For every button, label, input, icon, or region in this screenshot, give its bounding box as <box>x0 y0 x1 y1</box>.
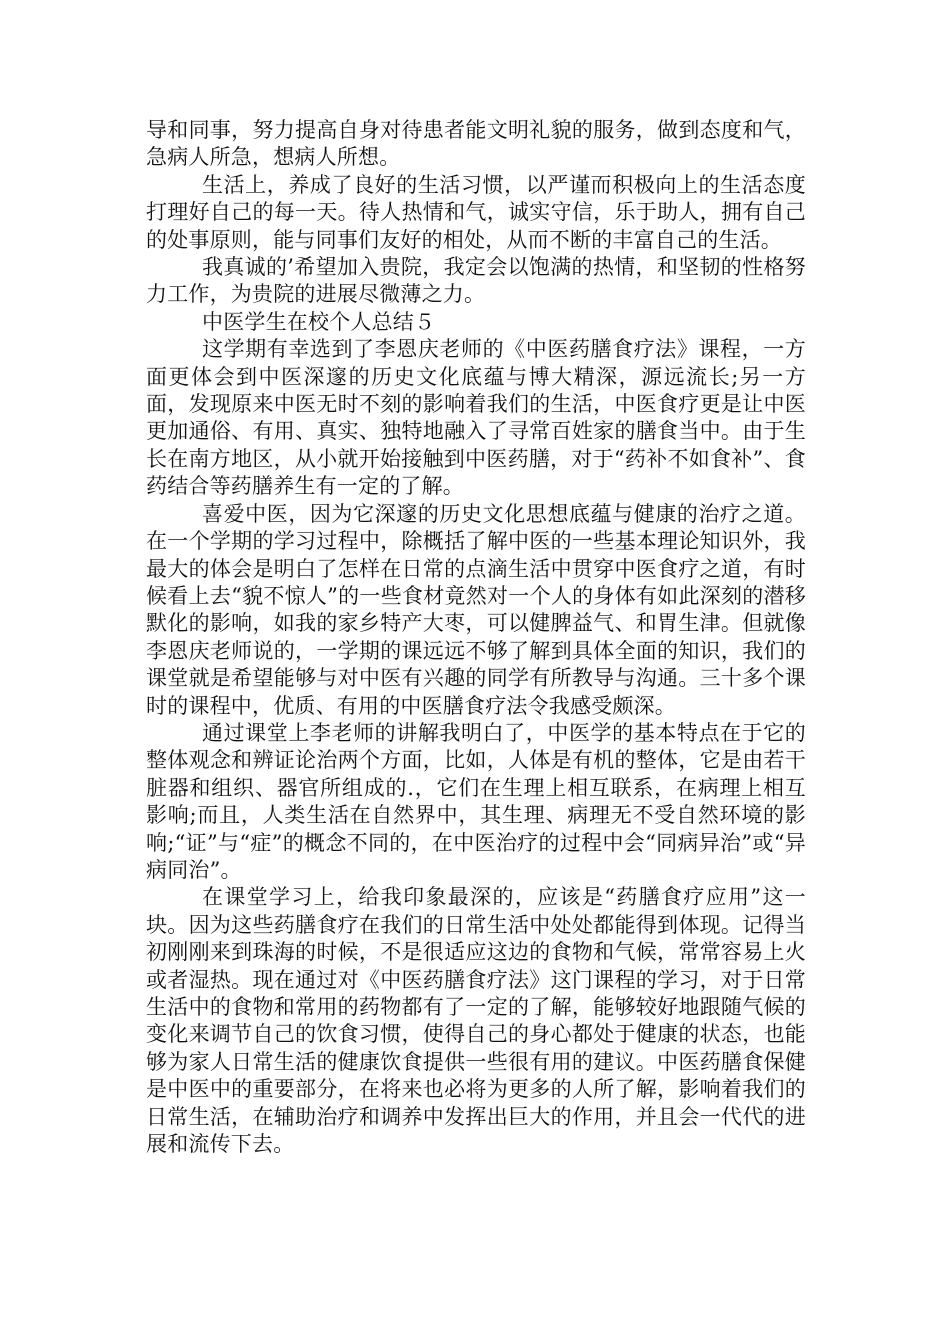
paragraph-course-intro: 这学期有幸选到了李恩庆老师的《中医药膳食疗法》课程，一方面更体会到中医深邃的历史文化底蕴与博大精深，源远流长;另一方面，发现原来中医无时不刻的影响着我们的生活，中医食疗更是让中医更加通俗、有用、真实、独特地融入了寻常百姓家的膳食当中。由于生长在南方地区，从小就开始接触到中医药膳，对于“药补不如食补”、食药结合等药膳养生有一定的了解。 <box>146 337 806 499</box>
paragraph-application-wish: 我真诚的’希望加入贵院，我定会以饱满的热情，和坚韧的性格努力工作，为贵院的进展尽微薄之力。 <box>146 255 806 307</box>
paragraph-life: 生活上，养成了良好的生活习惯，以严谨而积极向上的生活态度打理好自己的每一天。待人热情和气，诚实守信，乐于助人，拥有自己的处事原则，能与同事们友好的相处，从而不断的丰富自己的生活。 <box>146 172 806 252</box>
paragraph-love-tcm: 喜爱中医，因为它深邃的历史文化思想底蕴与健康的治疗之道。在一个学期的学习过程中，除概括了解中医的一些基本理论知识外，我最大的体会是明白了怎样在日常的点滴生活中贯穿中医食疗之道，有时候看上去“貌不惊人”的一些食材竟然对一个人的身体有如此深刻的潜移默化的影响，如我的家乡特产大枣，可以健脾益气、和胃生津。但就像李恩庆老师说的，一学期的课远远不够了解到具体全面的知识，我们的课堂就是希望能够与对中医有兴趣的同学有所教导与沟通。三十多个课时的课程中，优质、有用的中医膳食疗法令我感受颇深。 <box>146 501 806 718</box>
document-body <box>146 117 806 1158</box>
paragraph-classroom-impression: 在课堂学习上，给我印象最深的，应该是“药膳食疗应用”这一块。因为这些药膳食疗在我们的日常生活中处处都能得到体现。记得当初刚刚来到珠海的时候，不是很适应这边的食物和气候，常常容易上火或者湿热。现在通过对《中医药膳食疗法》这门课程的学习，对于日常生活中的食物和常用的药物都有了一定的了解，能够较好地跟随气候的变化来调节自己的饮食习惯，使得自己的身心都处于健康的状态，也能够为家人日常生活的健康饮食提供一些很有用的建议。中医药膳食保健是中医中的重要部分，在将来也必将为更多的人所了解，影响着我们的日常生活，在辅助治疗和调养中发挥出巨大的作用，并且会一代代的进展和流传下去。 <box>146 885 806 1157</box>
section-heading: 中医学生在校个人总结５ <box>202 309 436 334</box>
paragraph-continuation: 导和同事，努力提高自身对待患者能文明礼貌的服务，做到态度和气，急病人所急，想病人所想。 <box>146 118 806 170</box>
paragraph-lecture-learning: 通过课堂上李老师的讲解我明白了，中医学的基本特点在于它的整体观念和辨证论治两个方面，比如，人体是有机的整体，它是由若干脏器和组织、器官所组成的.，它们在生理上相互联系，在病理上相互影响;而且，人类生活在自然界中，其生理、病理无不受自然环境的影响;“证”与“症”的概念不同的，在中医治疗的过程中会“同病异治”或“异病同治”。 <box>146 720 806 882</box>
